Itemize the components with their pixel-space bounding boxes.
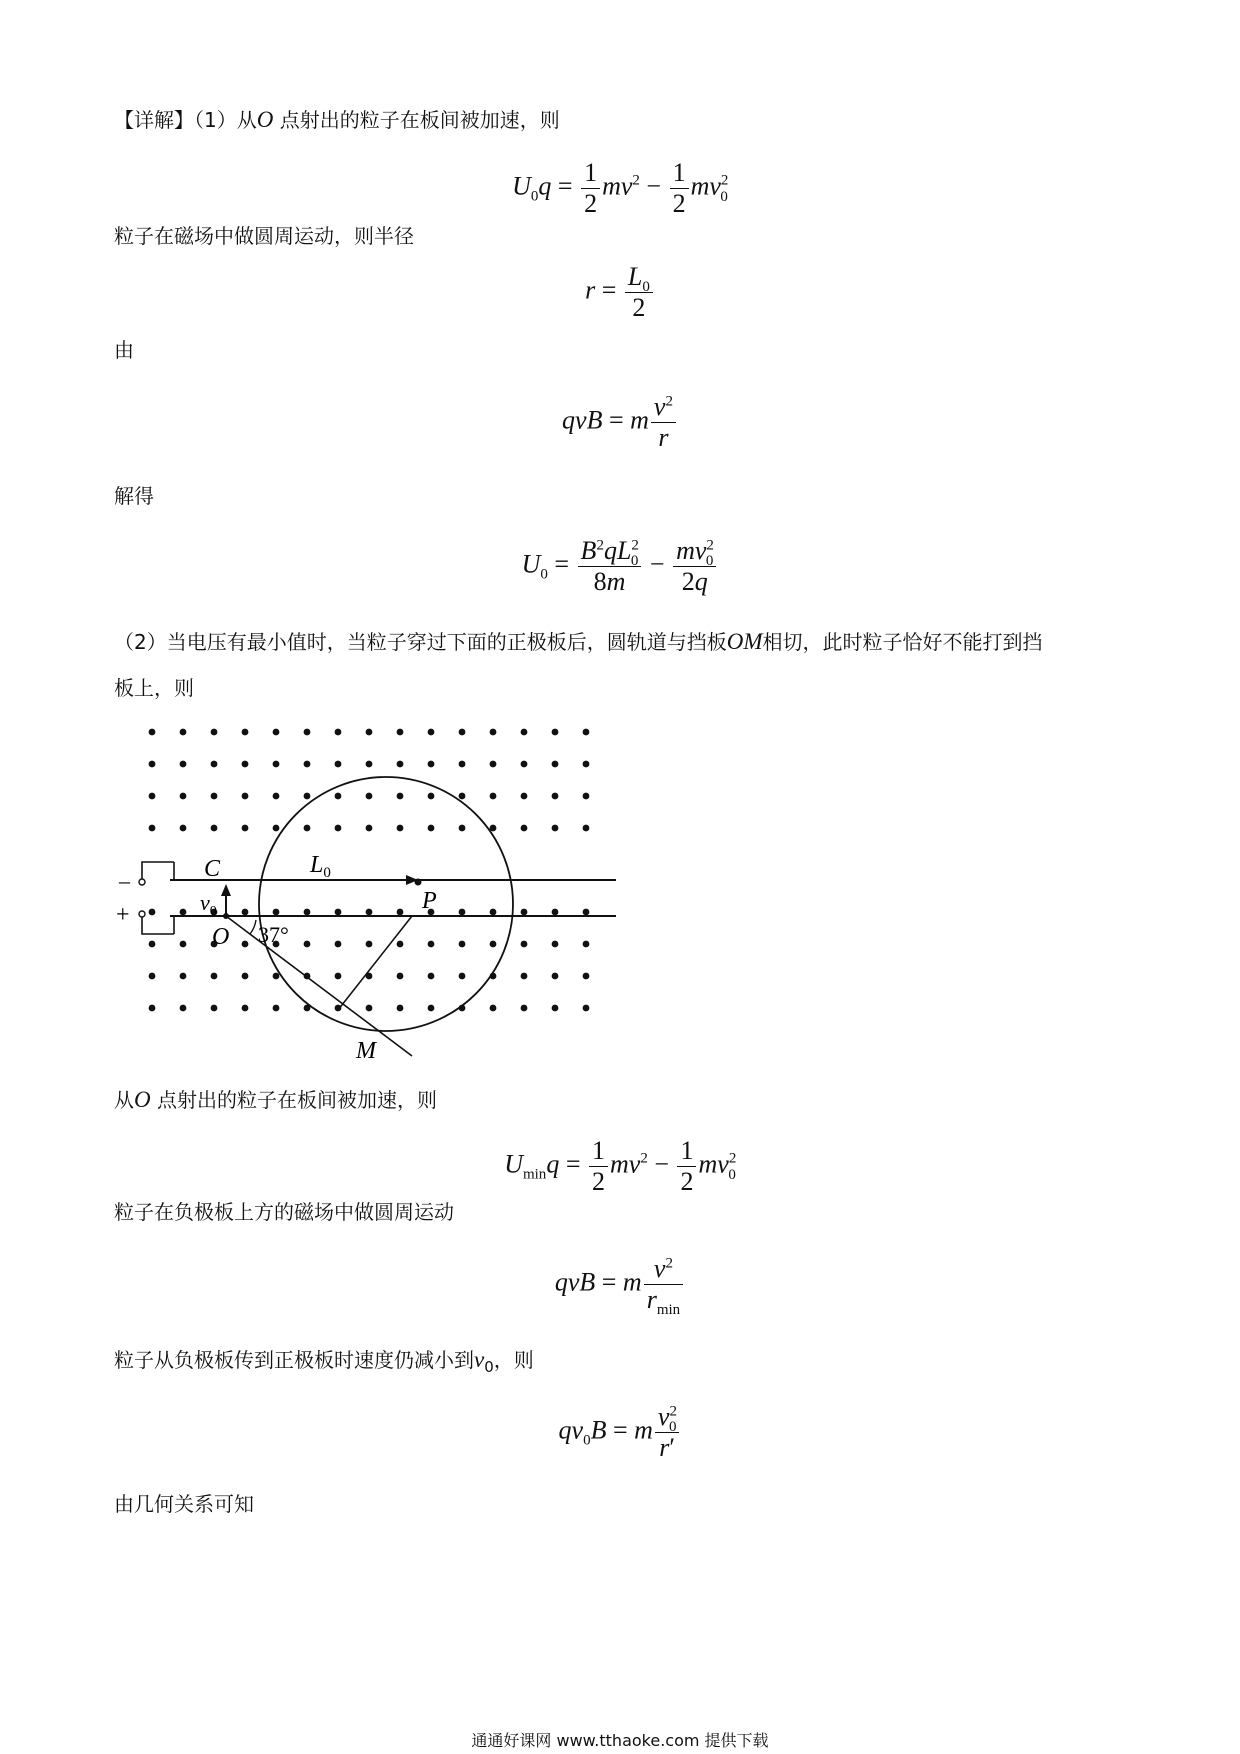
label-angle: 37° — [258, 922, 289, 947]
field-dot — [335, 761, 342, 768]
field-dot — [335, 729, 342, 736]
field-dot — [459, 761, 466, 768]
field-dot — [149, 793, 156, 800]
field-dot — [521, 761, 528, 768]
field-dot — [397, 793, 404, 800]
minus-label: – — [119, 868, 130, 893]
equation-lorentz-min: qvB = m $\frac{v^2}{r_{min}}$ — [0, 1254, 1240, 1315]
field-dot — [242, 941, 249, 948]
field-dot — [149, 973, 156, 980]
field-dot — [490, 1005, 497, 1012]
positive-terminal — [139, 911, 145, 917]
field-dot — [366, 761, 373, 768]
field-dot — [552, 825, 559, 832]
footer: 通通好课网 www.tthaoke.com 提供下载 — [471, 1731, 769, 1750]
point-o-ref: O — [256, 107, 274, 132]
field-dot — [304, 761, 311, 768]
field-dot — [273, 761, 280, 768]
field-dot — [428, 825, 435, 832]
field-dot — [242, 761, 249, 768]
field-dot — [366, 825, 373, 832]
field-dot — [397, 729, 404, 736]
field-dot — [335, 825, 342, 832]
point-o — [223, 913, 229, 919]
para-1 — [114, 108, 560, 131]
field-dot — [490, 825, 497, 832]
field-dot — [583, 825, 590, 832]
equation-radius: r = $\frac{L_0}{2}$ — [0, 262, 1240, 323]
field-dot — [149, 825, 156, 832]
para-8: 粒子从负极板传到正极板时速度仍减小到$v_0$，则 — [114, 1347, 534, 1376]
field-dot — [583, 909, 590, 916]
field-dot — [428, 941, 435, 948]
field-dot — [397, 825, 404, 832]
field-dot — [583, 1005, 590, 1012]
field-dot — [521, 973, 528, 980]
field-dot — [490, 941, 497, 948]
field-dot — [552, 1005, 559, 1012]
field-dot — [304, 941, 311, 948]
field-dot — [459, 909, 466, 916]
field-dot — [397, 909, 404, 916]
para-8-rest: ，则 — [493, 1348, 534, 1372]
field-dot — [180, 793, 187, 800]
label-o: O — [212, 924, 230, 950]
field-dot — [304, 825, 311, 832]
field-dot — [521, 941, 528, 948]
field-dot — [366, 1005, 373, 1012]
v0-ref: v — [474, 1347, 485, 1372]
field-dot — [273, 793, 280, 800]
field-dot — [521, 825, 528, 832]
field-dot — [583, 729, 590, 736]
field-dot — [304, 793, 311, 800]
field-dot — [552, 761, 559, 768]
field-dot — [211, 761, 218, 768]
field-dot — [273, 729, 280, 736]
label-m: M — [356, 1038, 376, 1064]
field-dot — [149, 761, 156, 768]
field-dot — [335, 909, 342, 916]
field-dot — [211, 793, 218, 800]
field-dot — [552, 909, 559, 916]
field-dot — [180, 941, 187, 948]
field-dot — [428, 761, 435, 768]
field-dot — [428, 973, 435, 980]
field-dot — [273, 973, 280, 980]
field-dot — [366, 793, 373, 800]
radius-line — [338, 916, 412, 1010]
field-dot — [490, 761, 497, 768]
para-9: 由几何关系可知 — [114, 1492, 254, 1516]
field-dot — [304, 909, 311, 916]
field-dot — [211, 1005, 218, 1012]
field-dot — [242, 1005, 249, 1012]
equation-energy-min: $U_{min}q$ = $\frac{1}{2}$ $mv^2$ − $\frac{1}{2}$ $mv^2_0$ — [504, 1136, 737, 1196]
field-dot — [366, 909, 373, 916]
field-dot — [180, 973, 187, 980]
field-dot — [490, 729, 497, 736]
field-dot — [459, 941, 466, 948]
plus-label: + — [116, 902, 130, 928]
field-dot — [335, 973, 342, 980]
equation-lorentz: qvB = m $\frac{v^2}{r}$ — [0, 392, 1240, 453]
positive-terminal-wire — [142, 916, 174, 934]
field-dot — [149, 941, 156, 948]
field-dot — [397, 941, 404, 948]
para-5 — [114, 630, 1043, 653]
field-dot — [211, 729, 218, 736]
angle-arc — [250, 920, 256, 934]
field-dot — [180, 1005, 187, 1012]
field-dot — [242, 973, 249, 980]
para-4: 解得 — [114, 484, 154, 508]
field-dot — [335, 941, 342, 948]
field-dot — [521, 793, 528, 800]
field-dot — [552, 941, 559, 948]
field-dot — [180, 825, 187, 832]
field-dot — [273, 1005, 280, 1012]
field-dot — [459, 729, 466, 736]
label-p: P — [422, 888, 437, 914]
negative-terminal-wire — [142, 862, 174, 880]
field-dot — [242, 825, 249, 832]
field-dot — [521, 1005, 528, 1012]
field-dot — [242, 793, 249, 800]
para-1-rest: 点射出的粒子在板间被加速，则 — [273, 108, 560, 132]
equation-lorentz-v0: $qv_0B = m$ $\frac{v^2_0}{r'}$ — [0, 1402, 1240, 1463]
para-5-lead: （2）当电压有最小值时，当粒子穿过下面的正极板后，圆轨道与挡板 — [114, 630, 727, 654]
field-dot — [583, 761, 590, 768]
field-dot — [273, 909, 280, 916]
para-1-lead: 【详解】（1）从 — [114, 108, 257, 132]
baffle-om — [226, 916, 412, 1056]
label-l0: $L_0$ — [310, 852, 331, 881]
para-5b: 板上，则 — [114, 676, 194, 700]
label-v0: $v_0$ — [200, 890, 217, 919]
field-dot — [552, 973, 559, 980]
field-dot — [335, 793, 342, 800]
field-dot — [211, 973, 218, 980]
field-dot — [273, 825, 280, 832]
para-8-lead: 粒子从负极板传到正极板时速度仍减小到 — [114, 1348, 474, 1372]
negative-terminal — [139, 879, 145, 885]
label-c: C — [204, 856, 221, 882]
field-dot — [459, 793, 466, 800]
field-dot — [149, 729, 156, 736]
point-p — [415, 879, 422, 886]
para-6-lead: 从 — [114, 1088, 134, 1112]
para-2: 粒子在磁场中做圆周运动，则半径 — [114, 224, 414, 248]
baffle-om-ref: OM — [726, 629, 763, 654]
magnetic-field-diagram — [116, 720, 620, 1064]
field-dot — [211, 825, 218, 832]
equation-u0-result: $U_0$ = $\frac{B^2qL^2_0}{8m}$ − $\frac{mv^2_0}{2q}$ — [0, 536, 1240, 597]
field-dot — [428, 729, 435, 736]
field-dot — [149, 1005, 156, 1012]
field-dot — [583, 793, 590, 800]
field-dot — [242, 909, 249, 916]
field-dot — [242, 729, 249, 736]
field-dot — [459, 973, 466, 980]
field-dot — [583, 973, 590, 980]
field-dot — [180, 909, 187, 916]
field-dot — [180, 729, 187, 736]
field-dot — [428, 793, 435, 800]
para-5-rest: 相切，此时粒子恰好不能打到挡 — [762, 630, 1043, 654]
field-dot — [397, 973, 404, 980]
field-dot — [583, 941, 590, 948]
para-3: 由 — [114, 338, 134, 362]
para-6 — [114, 1088, 437, 1111]
field-dot — [521, 729, 528, 736]
field-dot — [521, 909, 528, 916]
field-dot — [459, 825, 466, 832]
field-dot — [490, 793, 497, 800]
field-dot — [366, 941, 373, 948]
field-dot — [397, 1005, 404, 1012]
field-dot — [490, 909, 497, 916]
field-dot — [149, 909, 156, 916]
trajectory-circle — [259, 777, 513, 1031]
para-6-rest: 点射出的粒子在板间被加速，则 — [150, 1088, 437, 1112]
field-dot — [180, 761, 187, 768]
field-dot — [552, 793, 559, 800]
field-dot — [397, 761, 404, 768]
para-7: 粒子在负极板上方的磁场中做圆周运动 — [114, 1200, 454, 1224]
field-dot — [366, 729, 373, 736]
equation-energy: $U_0q$ = $\frac{1}{2}$ $mv^2$ − $\frac{1}{2}$ $mv^2_0$ — [512, 158, 729, 218]
field-dot — [304, 729, 311, 736]
field-dot — [552, 729, 559, 736]
point-o-ref-2: O — [134, 1087, 151, 1112]
field-dot — [428, 1005, 435, 1012]
